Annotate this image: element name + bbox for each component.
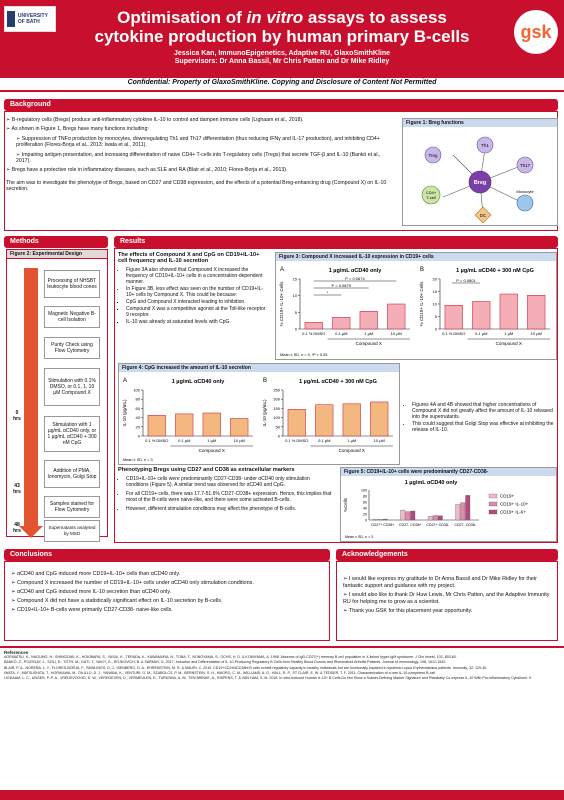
bar xyxy=(401,510,406,520)
legend-label: CD19+ IL-6+ xyxy=(500,509,526,515)
bar xyxy=(438,516,443,520)
y-axis-label: IL-10 (pg/mL) xyxy=(122,399,127,427)
bar xyxy=(411,511,416,520)
panel-label: B xyxy=(420,267,425,273)
bar xyxy=(288,409,306,436)
acknowledgements-box: ➢ I would like express my gratitude to Dr Anna Bassil and Dr Mike Ridley for their fantastic support and guidance with my project. ➢ I would also like to thank Dr Huw Lewis, Mr Chris Patten, and the Adaptive Immunity RU for helping me to grow as a scientist. ➢ Thank you GSK for this placement year opportunity. xyxy=(336,561,558,641)
y-tick-label: 60 xyxy=(363,500,367,505)
method-step-3: Purity Check using Flow Cytometry xyxy=(44,337,100,359)
panel-title: 1 µg/mL αCD40 + 300 nM CpG xyxy=(456,268,534,274)
x-tick-label: 10 µM xyxy=(373,438,385,443)
bar xyxy=(203,413,221,436)
svg-text:CD4+: CD4+ xyxy=(425,190,437,195)
bar xyxy=(387,304,405,329)
bar xyxy=(343,404,361,436)
crest-icon xyxy=(7,11,15,27)
background-text: ➢ B-regulatory cells (Bregs) produce anti-inflammatory cytokine IL-10 to control and dampen immune cells (Lighaam et al., 2018). ➢ As shown in Figure 1, Bregs have many functions including: ➢ Suppression of TNFα production by monocytes, downregulating Th1 and Th17 differentiation (thus reducing IFNγ and IL-17 production), and inhibiting CD4+ proliferation (Flores-Borja et al., 2013; Iwata et al., 2011). ➢ Impairing antigen presentation, and increasing differentiation of naive CD4+ T-cells into T-regulatory cells (Tregs) that secrete TGF-β and IL-10 (Bankó et al., 2017). ➢ Bregs have a protective role in inflammatory diseases, such as SLE and RA (Blair et al., 2010; Flores-Borja et al., 2013). The aim was to investigate the phenotype of Bregs, based on CD27 and CD38 expression, and the effects of a potential Breg-enhancing drug (Compound X) on IL-10 secretion. xyxy=(6,117,396,196)
legend-label: CD19+ IL-10+ xyxy=(500,501,529,507)
legend-swatch xyxy=(489,502,497,506)
y-tick-label: 5 xyxy=(294,309,297,315)
panel-title: 1 µg/mL αCD40 only xyxy=(171,379,225,385)
svg-text:Th17: Th17 xyxy=(519,163,531,168)
y-tick-label: 100 xyxy=(273,415,280,421)
y-tick-label: 50 xyxy=(275,424,280,430)
svg-text:Breg: Breg xyxy=(473,180,487,186)
x-tick-label: CD27+ CD38- xyxy=(426,523,450,527)
svg-text:T-cell: T-cell xyxy=(426,195,436,200)
bar xyxy=(445,305,463,329)
legend-label: CD19+ xyxy=(500,493,515,499)
bar xyxy=(230,419,248,436)
x-tick-label: CD27+ CD38+ xyxy=(370,523,395,527)
y-tick-label: 5 xyxy=(434,314,437,319)
p-value: P = 0.0801 xyxy=(456,278,476,283)
x-tick-label: 0.1 µM xyxy=(178,438,191,443)
figure-4-chart xyxy=(119,372,399,463)
y-tick-label: 150 xyxy=(273,405,280,411)
bar xyxy=(466,495,471,520)
x-tick-label: 0.1 µM xyxy=(335,331,348,336)
panel-label: A xyxy=(280,267,285,273)
y-tick-label: 20 xyxy=(135,424,140,430)
breg-diagram xyxy=(403,127,557,225)
x-group-label: Compound X xyxy=(495,341,522,346)
bar xyxy=(406,512,411,520)
results-text-2: • Figures 4A and 4B showed that higher concentrations of Compound X did not greatly affect the amount of IL-10 released into the supernatants. • This could suggest that Golgi Stop was effective at inhibiting the release of IL-10. xyxy=(404,402,554,434)
bar xyxy=(433,516,438,521)
bar xyxy=(175,414,193,436)
bar xyxy=(456,504,461,520)
panel-label: B xyxy=(263,378,268,384)
y-tick-label: 0 xyxy=(434,326,437,332)
bar xyxy=(378,519,383,520)
results-heading: Results xyxy=(114,236,558,248)
x-group-label: Compound X xyxy=(355,341,382,346)
y-axis-label: % CD19+ IL-10+ Cells xyxy=(279,281,284,327)
x-tick-label: 0.1 % DMSO xyxy=(442,331,466,336)
figure-4: Figure 4: CpG increased the amount of IL-10 secretion A 1 µg/mL αCD40 only IL-10 (pg/mL) 0 20 40 60 80 100 0.1 % DMSO 0.1 µM 1 µM 10 µM Compound X B 1 µg/mL αCD40 + 300 nM CpG IL-10 (pg/mL) 0 50 100 150 200 250 0.1 % DMSO 0.1 µM 1 µM 10 µM Compound X Mean ± SD, n = 3 xyxy=(118,363,400,465)
y-axis-label: %Cells xyxy=(343,497,348,513)
p-value: P = 0.0879 xyxy=(331,283,351,288)
footer-bar xyxy=(0,790,564,800)
figure-3: Figure 3: Compound X increased IL-10 expression in CD19+ cells A 1 µg/mL αCD40 only % CD19+ IL-10+ Cells 0 5 10 15 0.1 % DMSO 0.1 µM 1 µM 10 µM Compound X B 1 µg/mL αCD40 + 300 nM CpG % CD19+ IL-10+ Cells 0 5 10 15 20 0.1 % DMSO 0.1 µM 1 µM 10 µM Compound X Mean ± SD, n = 3, *P < 0.05 P = 0.0674 P = 0.0879 * P = 0.0801 xyxy=(275,252,557,360)
bar xyxy=(383,519,388,520)
hours-0: 0 hrs xyxy=(13,410,21,422)
svg-text:DC: DC xyxy=(479,213,487,218)
acknowledgements-heading: Acknowledgements xyxy=(336,549,558,561)
y-tick-label: 0 xyxy=(277,433,280,439)
y-tick-label: 15 xyxy=(292,276,297,282)
x-tick-label: 10 µM xyxy=(233,438,245,443)
university-name: UNIVERSITY OF BATH xyxy=(17,13,48,25)
x-tick-label: 10 µM xyxy=(390,331,402,336)
bath-logo xyxy=(4,6,56,32)
divider xyxy=(0,90,564,92)
hours-48: 48 hrs xyxy=(13,522,21,534)
chart-title: 1 µg/mL αCD40 only xyxy=(404,480,458,486)
footnote: Mean ± SD, n = 3, *P < 0.05 xyxy=(280,353,328,357)
x-tick-label: 0.1 % DMSO xyxy=(302,331,326,336)
monocyte-node xyxy=(517,195,533,211)
y-tick-label: 80 xyxy=(135,396,140,402)
p-value: * xyxy=(326,290,329,295)
x-tick-label: CD27- CD38+ xyxy=(398,523,422,527)
figure-1: Figure 1: Breg functions Treg Th1 Th17 CD4+ T-cell Breg Monocyte DC xyxy=(402,118,558,226)
bar xyxy=(315,405,333,436)
poster-header xyxy=(0,0,564,78)
method-step-8: Supernatants analysed by MSD xyxy=(44,520,100,542)
bar xyxy=(360,311,378,329)
confidential-notice: Confidential: Property of GlaxoSmithKline. Copying and Disclosure of Content Not Permitted xyxy=(127,79,437,86)
methods-heading: Methods xyxy=(4,236,108,248)
svg-text:Treg: Treg xyxy=(428,153,438,158)
x-tick-label: 1 µM xyxy=(364,331,374,336)
hours-43: 43 hrs xyxy=(13,483,21,495)
y-tick-label: 0 xyxy=(137,433,140,439)
method-step-5: Stimulation with 1 µg/mL αCD40 only, or 1 µg/mL αCD40 + 300 nM CpG xyxy=(44,416,100,452)
y-tick-label: 40 xyxy=(363,506,367,511)
y-tick-label: 100 xyxy=(133,387,140,393)
methods-box: Figure 2: Experimental Design xyxy=(6,249,108,537)
x-group-label: Compound X xyxy=(198,448,225,453)
background-heading: Background xyxy=(4,99,558,111)
y-tick-label: 15 xyxy=(432,289,437,294)
results-text-1: The effects of Compound X and CpG on CD19+IL-10+ cell frequency and IL-10 secretion • Figure 3A also showed that Compound X increased the frequency of CD19+IL-10+ cells in a concentration-dependent manner. • In Figure 3B, less effect was seen on the number of CD19+IL-10+ cells by Compound X. This could be because: ▪ CpG and Compound X interacted leading to inhibition. ▪ Compound X was a competitive agonist at the Toll-like receptor 9 receptor. ▪ IL-10 was already at saturated levels with CpG xyxy=(118,252,268,326)
svg-text:Monocyte: Monocyte xyxy=(516,189,534,194)
y-tick-label: 80 xyxy=(363,494,367,499)
figure-3-chart xyxy=(276,261,556,358)
gsk-logo: gsk xyxy=(514,10,558,54)
bar xyxy=(500,294,518,329)
references: References AGEMATSU, K., NAGUMO, H., SHINOZAKI, K., HOKIBARA, S., YASUI, K., TERADA, K., KAWAMURA, N., TOBA, T., NONOYAMA, S., OCHS, H. D. & KOMIYAMA, A. 1998. Absence of IgD-CD27(+) memory B cell population in X-linked hyper-IgM syndrome. J Clin Invest, 102, 853-60. BANKÓ, Z., POZSGAY, J., SZILI, D., TÓTH, M., GÁTI, T., NAGY, G., ROJKOVICH, B. & SÁRMAY, G. 2017. Induction and Differentiation of IL-10-Producing Regulatory B Cells from Healthy Blood Donors and Rheumatoid Arthritis Patients. Journal of immunology, 198, 1512-1520. BLAIR, P. A., NOREÑA, L. Y., FLORES-BORJA, F., RAWLINGS, D. J., ISENBERG, D. A., EHRENSTEIN, M. R. & MAURI, C. 2010. CD19+CD24hiCD38hi B cells exhibit regulatory capacity in healthy individuals but are functionally impaired in systemic Lupus Erythematosus patients. Immunity, 32, 129-40. IWATA, Y., MATSUSHITA, T., HORIKAWA, M., DILILLO, D. J., YANABA, K., VENTURI, G. M., SZABOLCS, P. M., BERNSTEIN, S. H., MAGRO, C. M., WILLIAMS, A. D., HALL, R. P., ST CLAIR, E. W. & TEDDER, T. F. 2011. Characterization of a rare IL-10-competent B-cell LIGHAAM, L. C., UNGER, P.-P. A., VREDEVOOGD, D. W., VERHOEVEN, D., VERMEULEN, E., TURKSMA, A. W., TEN BRINKE, A., RISPENS, T. & VAN HAM, S. M. 2018. In vitro-Induced Human IL-10+ B Cells Do Not Show a Subset-Defining Marker Signature and Plastically Co-express IL-10 With Pro-Inflammatory Cytokines. 9. xyxy=(4,650,532,681)
y-axis-label: IL-10 (pg/mL) xyxy=(262,399,267,427)
x-tick-label: 0.1 % DMSO xyxy=(145,438,169,443)
figure-5-chart xyxy=(341,476,556,540)
method-step-2: Magnetic Negative B-cell Isolation xyxy=(44,306,100,328)
y-tick-label: 20 xyxy=(432,276,437,282)
panel-title: 1 µg/mL αCD40 + 300 nM CpG xyxy=(299,379,377,385)
footnote: Mean ± SD, n = 3 xyxy=(345,535,374,539)
poster-authors: Jessica Kan, ImmunoEpigenetics, Adaptive RU, GlaxoSmithKline Supervisors: Dr Anna Bassil, Mr Chris Patten and Dr Mike Ridley xyxy=(173,50,391,65)
x-tick-label: 1 µM xyxy=(504,331,514,336)
x-group-label: Compound X xyxy=(338,448,365,453)
footnote: Mean ± SD, n = 3 xyxy=(123,458,153,462)
bar xyxy=(305,322,323,329)
x-tick-label: 1 µM xyxy=(347,438,357,443)
x-tick-label: 0.1 % DMSO xyxy=(285,438,309,443)
legend-swatch xyxy=(489,494,497,498)
aim-text: The aim was to investigate the phenotype of Bregs, based on CD27 and CD38 expression, and the effects of a potential Breg-enhancing drug (Compound X) on IL-10 secretion. xyxy=(6,179,387,193)
x-tick-label: 0.1 µM xyxy=(318,438,331,443)
y-axis-label: % CD19+ IL-10+ Cells xyxy=(419,281,424,327)
bar xyxy=(332,317,350,329)
bar xyxy=(428,516,433,520)
method-step-1: Processing of NHSBT leukocyte blood cones xyxy=(44,270,100,298)
bar xyxy=(370,402,388,436)
timeline-arrow xyxy=(24,268,38,528)
conclusions-heading: Conclusions xyxy=(4,549,330,561)
legend-swatch xyxy=(489,510,497,514)
y-tick-label: 250 xyxy=(273,387,280,393)
p-value: P = 0.0674 xyxy=(345,276,365,281)
bar xyxy=(148,415,166,436)
y-tick-label: 10 xyxy=(292,293,297,299)
bar xyxy=(461,503,466,520)
x-tick-label: CD27- CD38- xyxy=(454,523,477,527)
y-tick-label: 10 xyxy=(432,301,437,307)
y-tick-label: 60 xyxy=(135,405,140,411)
y-tick-label: 40 xyxy=(135,415,140,421)
results-text-3: Phenotyping Bregs using CD27 and CD38 as extracellular markers • CD19+IL-10+ cells were predominantly CD27-CD38- under αCD40 only stimulation conditions (Figure 5). A similar trend was observed for αCD40 and CpG. • For all CD19+ cells, there was 17.7-51.6% CD27-CD38+ expression. Hence, this implies that most of the B-cells were naive-like, and there were some activated B-cells. • However, different stimulation conditions may affect the phenotype of B-cells. xyxy=(118,467,333,513)
panel-title: 1 µg/mL αCD40 only xyxy=(328,268,382,274)
svg-text:Th1: Th1 xyxy=(481,143,489,148)
x-tick-label: 1 µM xyxy=(207,438,217,443)
y-tick-label: 100 xyxy=(361,488,367,493)
bar xyxy=(472,302,490,330)
y-tick-label: 200 xyxy=(273,396,280,402)
y-tick-label: 20 xyxy=(363,512,367,517)
method-step-6: Addition of PMA, Ionomycin, Golgi Stop xyxy=(44,460,100,488)
poster-title: Optimisation of in vitro assays to assess cytokine production by human primary B-cells xyxy=(94,8,470,46)
x-tick-label: 10 µM xyxy=(530,331,542,336)
x-tick-label: 0.1 µM xyxy=(475,331,488,336)
bar xyxy=(373,519,378,520)
panel-label: A xyxy=(123,378,128,384)
bar xyxy=(527,295,545,329)
divider xyxy=(0,646,564,648)
method-step-4: Stimulation with 0.1% DMSO, or 0.1, 1, 10 µM Compound X xyxy=(44,368,100,406)
conclusions-box: ➢ αCD40 and CpG induced more CD19+IL-10+ cells than αCD40 only. ➢ Compound X increased the number of CD19+IL-10+ cells under αCD40 only stimulation conditions. ➢ αCD40 and CpG induced more IL-10 secretion than αCD40 only. ➢ Compound X did not have a statistically significant effect on IL-10 secretion by B-cells. ➢ CD19+IL-10+ B-cells were primarily CD27-CD38- naive-like cells. xyxy=(4,561,330,641)
figure-5: Figure 5: CD19+IL-10+ cells were predominantly CD27-CD38- 1 µg/mL αCD40 only %Cells 0 20 40 60 80 100 CD27+ CD38+ CD27- CD38+ CD27+ CD38- CD27- CD38- Mean ± SD, n = 3 CD19+ CD19+ IL-10+ CD19+ IL-6+ xyxy=(340,467,557,542)
y-tick-label: 0 xyxy=(365,518,367,523)
y-tick-label: 0 xyxy=(294,326,297,332)
method-step-7: Samples stained for Flow Cytometry xyxy=(44,496,100,518)
